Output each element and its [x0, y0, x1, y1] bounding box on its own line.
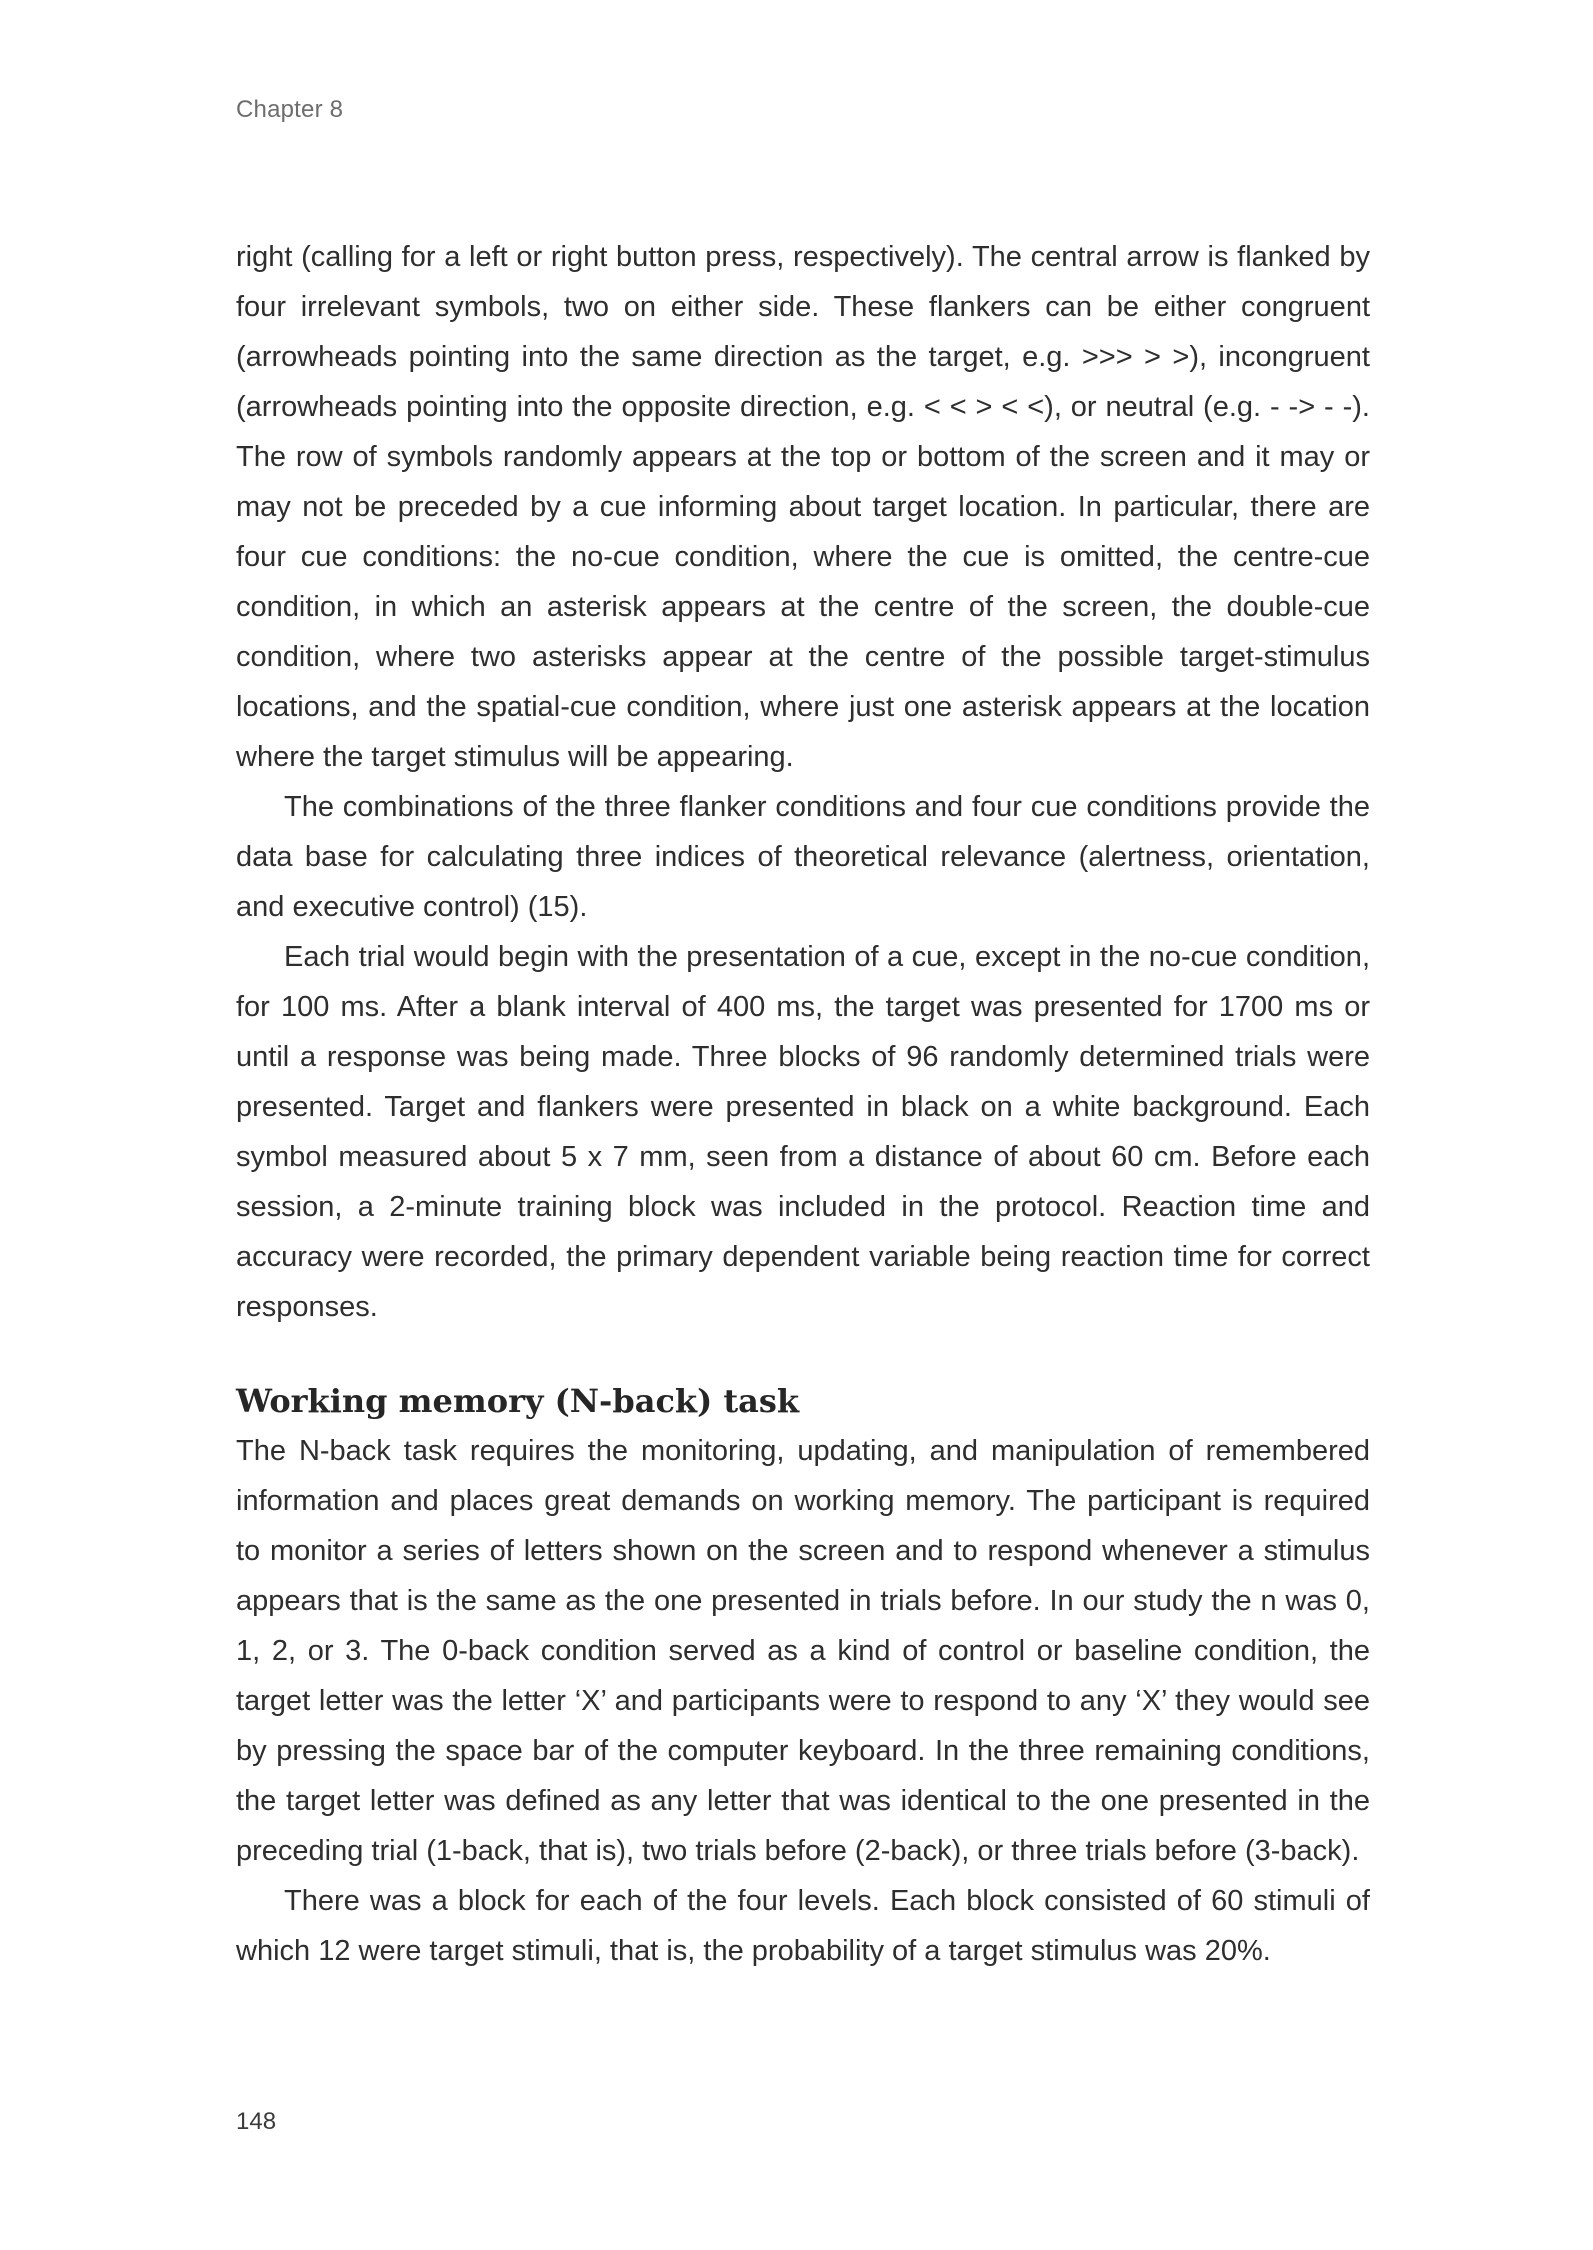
running-head: Chapter 8	[236, 96, 344, 123]
body-text	[236, 232, 1370, 1976]
section-heading: Working memory (N-back) task	[236, 1382, 800, 1420]
paragraph-flanker-description: right (calling for a left or right button press, respectively). The central arrow is flanked by four irrelevant symbols, two on either side. These flankers can be either congruent (arrowheads pointing into the same direction as the target, e.g. >>> > >), incongruent (arrowheads pointing into the opposite direction, e.g. < < > < <), or neutral (e.g. - -> - -). The row of symbols randomly appears at the top or bottom of the screen and it may or may not be preceded by a cue informing about target location. In particular, there are four cue conditions: the no-cue condition, where the cue is omitted, the centre-cue condition, in which an asterisk appears at the centre of the screen, the double-cue condition, where two asterisks appear at the centre of the possible target-stimulus locations, and the spatial-cue condition, where just one asterisk appears at the location where the target stimulus will be appearing.	[236, 241, 1370, 773]
page-number: 148	[236, 2108, 277, 2135]
paragraph-cue-conditions: The combinations of the three flanker conditions and four cue conditions provide the data base for calculating three indices of theoretical relevance (alertness, orientation, and executive control) (15).	[236, 791, 1370, 923]
paragraph-nback-description: The N-back task requires the monitoring, updating, and manipulation of remembered information and places great demands on working memory. The participant is required to monitor a series of letters shown on the screen and to respond whenever a stimulus appears that is the same as the one presented in trials before. In our study the n was 0, 1, 2, or 3. The 0-back condition served as a kind of control or baseline condition, the target letter was the letter ‘X’ and participants were to respond to any ‘X’ they would see by pressing the space bar of the computer keyboard. In the three remaining conditions, the target letter was defined as any letter that was identical to the one presented in the preceding trial (1-back, that is), two trials before (2-back), or three trials before (3-back).	[236, 1435, 1370, 1867]
paragraph-trial-procedure: Each trial would begin with the presentation of a cue, except in the no-cue condition, for 100 ms. After a blank interval of 400 ms, the target was presented for 1700 ms or until a response was being made. Three blocks of 96 randomly determined trials were presented. Target and flankers were presented in black on a white background. Each symbol measured about 5 x 7 mm, seen from a distance of about 60 cm. Before each session, a 2-minute training block was included in the protocol. Reaction time and accuracy were recorded, the primary dependent variable being reaction time for correct responses.	[236, 941, 1370, 1323]
paragraph-nback-blocks: There was a block for each of the four levels. Each block consisted of 60 stimuli of which 12 were target stimuli, that is, the probability of a target stimulus was 20%.	[236, 1885, 1370, 1967]
